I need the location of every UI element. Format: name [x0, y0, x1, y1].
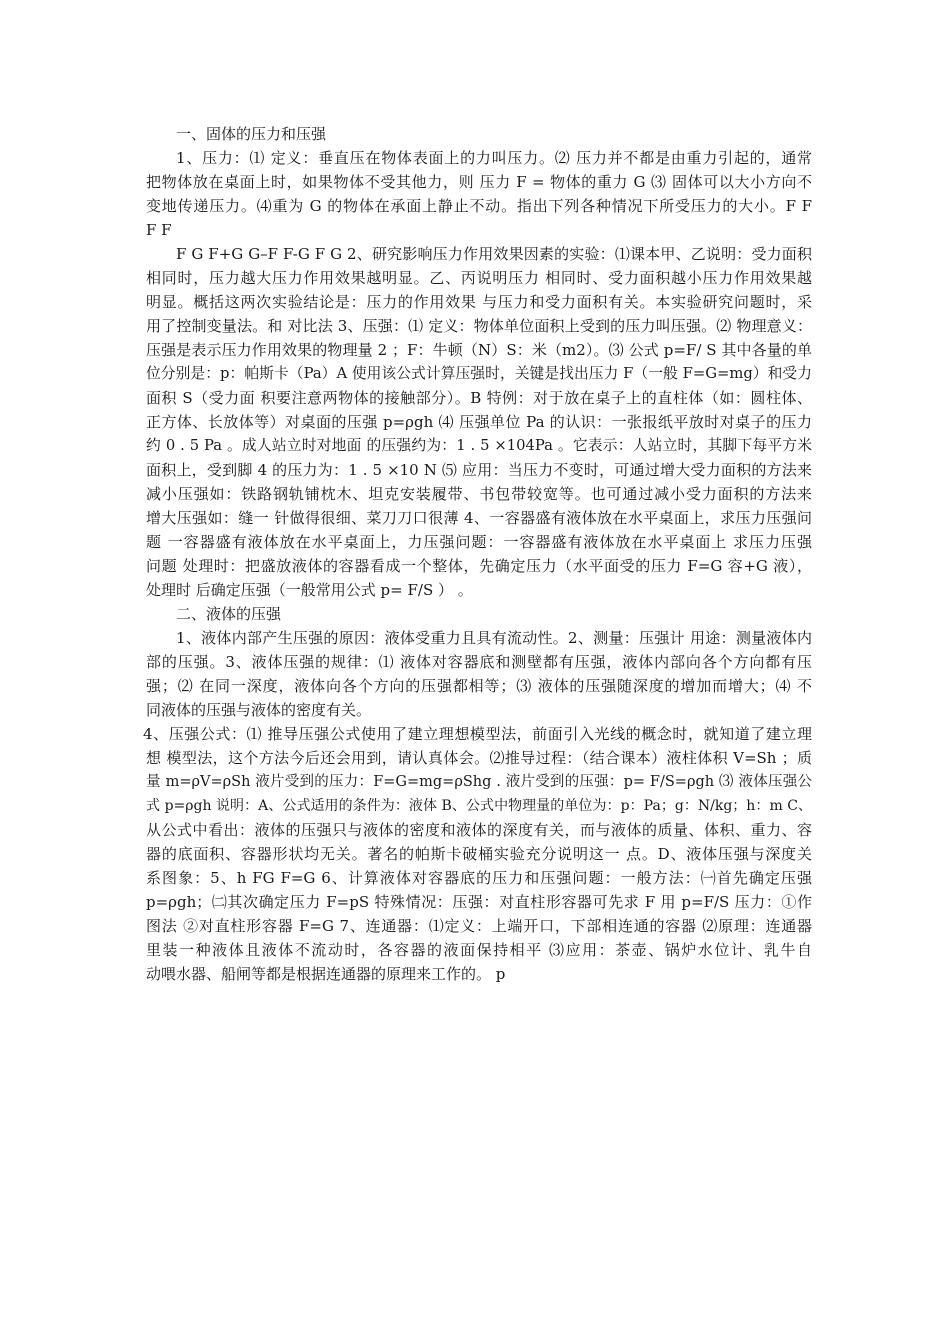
paragraph-line: 式 p=ρgh 说明：A、公式适用的条件为：液体 B、公式中物理量的单位为：p：Pa；g：N/kg；h：m C、: [146, 798, 812, 814]
section-heading-liquids: 二、液体的压强: [176, 605, 282, 623]
paragraph-line: 约 0 . 5 Pa 。成人站立时对地面 的压强约为：1 . 5 ×104Pa 。它表示：人站立时，其脚下每平方米: [146, 437, 812, 454]
paragraph-line: 正方体、长放体等）对桌面的压强 p=ρgh ⑷ 压强单位 Pa 的认识：一张报纸平放时对桌子的压力: [146, 413, 812, 431]
paragraph-line: 明显。概括这两次实验结论是：压力的作用效果 与压力和受力面积有关。本实验研究问题时，采: [146, 293, 812, 311]
paragraph-line: 系图象：5、h FG F=G 6、计算液体对容器底的压力和压强问题：一般方法：㈠首先确定压强: [146, 869, 812, 887]
paragraph-line: 位分别是：p：帕斯卡（Pa）A 使用该公式计算压强时，关键是找出压力 F（一般 F=G=mg）和受力: [146, 365, 812, 382]
paragraph-line: 1、液体内部产生压强的原因：液体受重力且具有流动性。2、测量：压强计 用途：测量液体内: [176, 629, 812, 647]
paragraph-line: 减小压强如：铁路钢轨铺枕木、坦克安装履带、书包带较宽等。也可通过减小受力面积的方法来: [146, 485, 812, 503]
paragraph-line: 同液体的压强与液体的密度有关。: [146, 701, 372, 719]
paragraph-line: 用了控制变量法。和 对比法 3、压强：⑴ 定义：物体单位面积上受到的压力叫压强。⑵ 物理意义：: [146, 317, 812, 335]
paragraph-line: 变地传递压力。⑷重为 G 的物体在承面上静止不动。指出下列各种情况下所受压力的大小。F F: [146, 197, 812, 215]
section-heading-solids: 一、固体的压力和压强: [176, 125, 327, 143]
paragraph-line: 1、压力：⑴ 定义：垂直压在物体表面上的力叫压力。⑵ 压力并不都是由重力引起的，通常: [176, 149, 812, 167]
paragraph-line: 相同时，压力越大压力作用效果越明显。乙、丙说明压力 相同时、受力面积越小压力作用效果越: [146, 269, 812, 287]
paragraph-line: 强；⑵ 在同一深度，液体向各个方向的压强都相等；⑶ 液体的压强随深度的增加而增大；⑷ 不: [146, 677, 812, 695]
paragraph-line: 题 一容器盛有液体放在水平桌面上，力压强问题：一容器盛有液体放在水平桌面上 求压力压强: [146, 533, 812, 551]
paragraph-line: 压强是表示压力作用效果的物理量 2 ；F：牛顿（N）S：米（m2）。⑶ 公式 p=F/ S 其中各量的单: [146, 341, 812, 359]
paragraph-line: 处理时 后确定压强（一般常用公式 p= F/S ） 。: [146, 581, 473, 599]
paragraph-line: p=ρgh；㈡其次确定压力 F=pS 特殊情况：压强：对直柱形容器可先求 F 用 p=F/S 压力：①作: [146, 893, 812, 911]
paragraph-line: 面积上，受到脚 4 的压力为：1 . 5 ×10 N ⑸ 应用：当压力不变时，可通过增大受力面积的方法来: [146, 461, 812, 479]
paragraph-line: 4、压强公式：⑴ 推导压强公式使用了建立理想模型法，前面引入光线的概念时，就知道了建立理: [143, 725, 812, 743]
paragraph-line: F F: [146, 221, 172, 239]
paragraph-line: 从公式中看出：液体的压强只与液体的密度和液体的深度有关，而与液体的质量、体积、重力、容: [146, 821, 812, 839]
paragraph-line: 量 m=ρV=ρSh 液片受到的压力：F=G=mg=ρShg . 液片受到的压强：p= F/S=ρgh ⑶ 液体压强公: [146, 774, 812, 790]
document-page: [143, 122, 812, 986]
paragraph-line: 器的底面积、容器形状均无关。著名的帕斯卡破桶实验充分说明这一 点。D、液体压强与深度关: [146, 845, 812, 863]
paragraph-line: 把物体放在桌面上时，如果物体不受其他力，则 压力 F = 物体的重力 G ⑶ 固体可以大小方向不: [146, 173, 812, 191]
paragraph-line: 增大压强如：缝一 针做得很细、菜刀刀口很薄 4、一容器盛有液体放在水平桌面上，求压力压强问: [146, 509, 812, 527]
paragraph-line: 问题 处理时：把盛放液体的容器看成一个整体，先确定压力（水平面受的压力 F=G 容+G 液），: [146, 557, 812, 575]
paragraph-line: 想 模型法，这个方法今后还会用到，请认真体会。⑵推导过程：（结合课本）液柱体积 V=Sh ；质: [146, 749, 812, 767]
paragraph-line: 里装一种液体且液体不流动时，各容器的液面保持相平 ⑶应用：茶壶、锅炉水位计、乳牛自: [146, 941, 812, 959]
paragraph-line: 图法 ②对直柱形容器 F=G 7、连通器：⑴定义：上端开口，下部相连通的容器 ⑵原理：连通器: [146, 917, 812, 935]
paragraph-line: 部的压强。3、液体压强的规律：⑴ 液体对容器底和测壁都有压强，液体内部向各个方向都有压: [146, 653, 812, 671]
paragraph-line: 面积 S（受力面 积要注意两物体的接触部分）。B 特例：对于放在桌子上的直柱体（如：圆柱体、: [146, 389, 812, 407]
paragraph-line: F G F+G G–F F-G F G 2、研究影响压力作用效果因素的实验：⑴课本甲、乙说明：受力面积: [176, 245, 812, 263]
paragraph-line: 动喂水器、船闸等都是根据连通器的原理来工作的。 p: [146, 965, 506, 983]
